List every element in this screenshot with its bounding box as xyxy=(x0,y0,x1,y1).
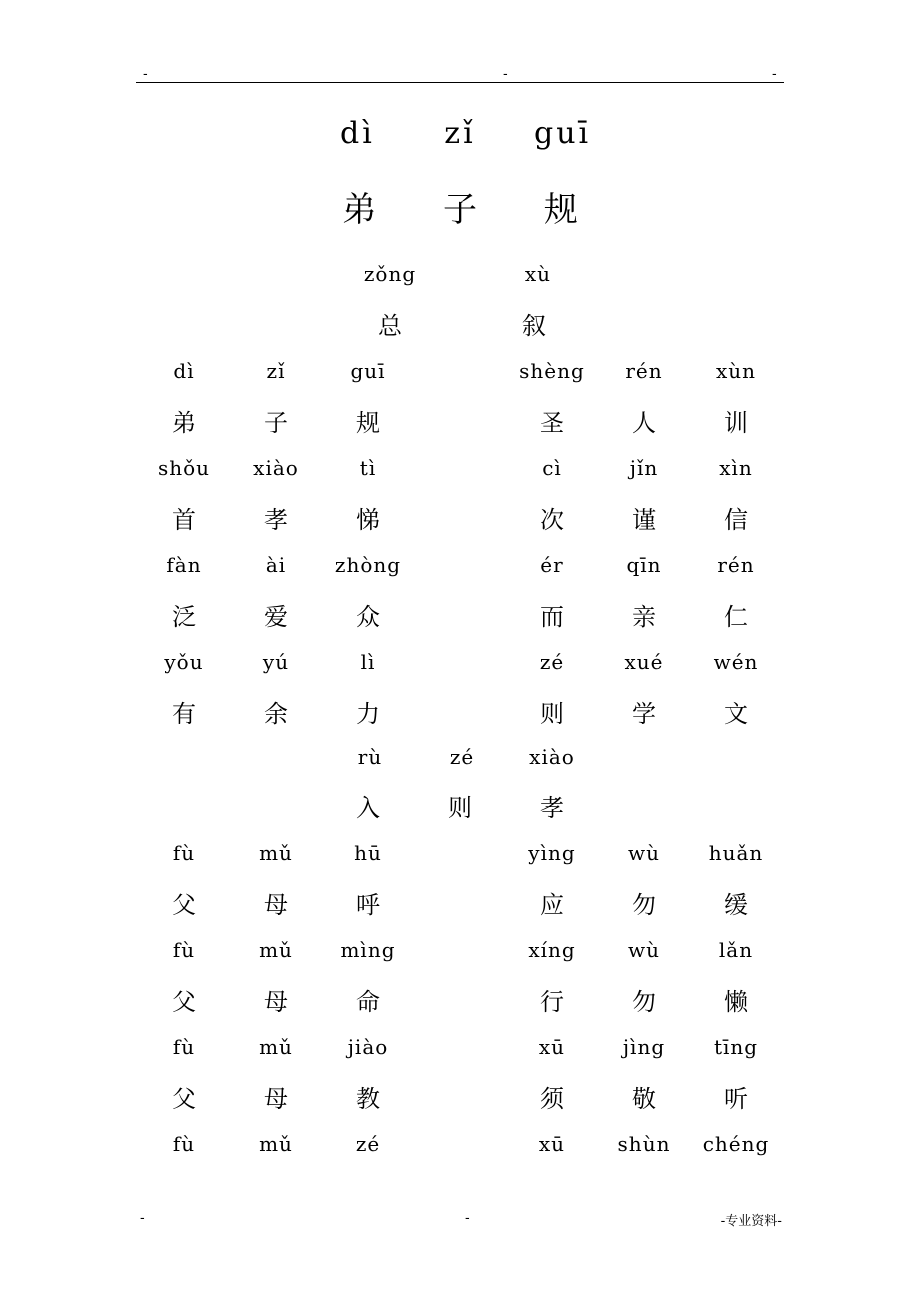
verse-character: 须 xyxy=(540,1085,564,1113)
verse-pinyin: yǒu xyxy=(164,650,204,674)
verse-character: 孝 xyxy=(264,506,288,534)
verse-pinyin: cì xyxy=(542,456,562,480)
verse-pinyin: rén xyxy=(625,359,663,383)
verse-character: 子 xyxy=(264,409,288,437)
verse-character: 勿 xyxy=(632,891,656,919)
verse-character: 训 xyxy=(724,409,748,437)
verse-pinyin: mǔ xyxy=(259,938,293,962)
verse-pinyin: shèng xyxy=(519,359,585,383)
verse-character: 教 xyxy=(356,1085,380,1113)
title-pinyin xyxy=(0,116,920,151)
verse-pinyin: fàn xyxy=(166,553,202,577)
header-rule xyxy=(136,82,784,83)
verse-pinyin: lì xyxy=(360,650,376,674)
verse-pinyin: rén xyxy=(717,553,755,577)
verse-pinyin: chéng xyxy=(702,1132,770,1156)
verse-pinyin: ài xyxy=(265,553,287,577)
verse-pinyin: jǐn xyxy=(629,456,659,480)
verse-character: 泛 xyxy=(172,603,196,631)
title-character: 子 xyxy=(443,190,477,230)
verse-pinyin: fù xyxy=(172,938,196,962)
verse-pinyin: mìng xyxy=(340,938,396,962)
verse-pinyin: zé xyxy=(355,1132,381,1156)
verse-pinyin: zhòng xyxy=(334,553,402,577)
title-pinyin-syllable: guī xyxy=(533,116,592,151)
title-pinyin-syllable: zǐ xyxy=(444,116,476,151)
verse-pinyin: xū xyxy=(538,1035,566,1059)
section-heading-character: 叙 xyxy=(522,312,546,340)
verse-character: 仁 xyxy=(724,603,748,631)
header-left-mark: - xyxy=(143,65,148,81)
verse-pinyin: zǐ xyxy=(266,359,286,383)
verse-character: 父 xyxy=(172,988,196,1016)
verse-character: 有 xyxy=(172,700,196,728)
section-heading-pinyin: xiào xyxy=(529,745,575,769)
verse-pinyin: mǔ xyxy=(259,841,293,865)
footer-left-mark: - xyxy=(140,1209,145,1225)
verse-character: 学 xyxy=(632,700,656,728)
verse-character: 次 xyxy=(540,506,564,534)
page-title xyxy=(0,182,920,231)
verse-character: 爱 xyxy=(264,603,288,631)
verse-pinyin: huǎn xyxy=(708,841,764,865)
verse-character: 力 xyxy=(356,700,380,728)
verse-pinyin: tīng xyxy=(713,1035,759,1059)
verse-character: 听 xyxy=(724,1085,748,1113)
verse-pinyin: ér xyxy=(540,553,564,577)
verse-pinyin: shùn xyxy=(617,1132,671,1156)
verse-pinyin: lǎn xyxy=(718,938,754,962)
section-heading-character: 则 xyxy=(448,794,472,822)
section-heading-pinyin: zǒng xyxy=(363,262,417,286)
verse-pinyin: wù xyxy=(628,841,660,865)
section-heading-pinyin: xù xyxy=(524,262,552,286)
verse-pinyin: zé xyxy=(539,650,565,674)
verse-pinyin: fù xyxy=(172,1132,196,1156)
verse-pinyin: guī xyxy=(350,359,386,383)
verse-pinyin: mǔ xyxy=(259,1132,293,1156)
verse-pinyin: xùn xyxy=(715,359,757,383)
verse-pinyin: xiào xyxy=(253,456,299,480)
verse-character: 众 xyxy=(356,603,380,631)
verse-pinyin: wù xyxy=(628,938,660,962)
verse-pinyin: tì xyxy=(359,456,377,480)
footer-label: -专业资料- xyxy=(720,1214,782,1229)
verse-character: 余 xyxy=(264,700,288,728)
verse-character: 而 xyxy=(540,603,564,631)
verse-pinyin: yìng xyxy=(528,841,576,865)
verse-character: 应 xyxy=(540,891,564,919)
footer-center-mark: - xyxy=(465,1209,470,1225)
title-character: 弟 xyxy=(342,190,377,230)
header-center-mark: - xyxy=(503,65,508,81)
verse-character: 悌 xyxy=(356,506,380,534)
verse-character: 懒 xyxy=(724,988,748,1016)
verse-pinyin: hū xyxy=(354,841,382,865)
verse-pinyin: jìng xyxy=(622,1035,666,1059)
verse-character: 呼 xyxy=(356,891,380,919)
verse-character: 母 xyxy=(264,988,288,1016)
verse-character: 父 xyxy=(172,891,196,919)
verse-character: 圣 xyxy=(540,409,564,437)
verse-character: 谨 xyxy=(632,506,656,534)
verse-character: 母 xyxy=(264,891,288,919)
verse-character: 母 xyxy=(264,1085,288,1113)
verse-character: 敬 xyxy=(632,1085,656,1113)
verse-character: 文 xyxy=(724,700,748,728)
verse-pinyin: xū xyxy=(538,1132,566,1156)
verse-character: 父 xyxy=(172,1085,196,1113)
verse-character: 弟 xyxy=(172,409,196,437)
verse-pinyin: wén xyxy=(713,650,759,674)
section-heading-character: 入 xyxy=(356,794,380,822)
verse-character: 行 xyxy=(540,988,564,1016)
verse-character: 命 xyxy=(356,988,380,1016)
verse-pinyin: qīn xyxy=(626,553,662,577)
verse-character: 亲 xyxy=(632,603,656,631)
verse-character: 人 xyxy=(632,409,656,437)
verse-pinyin: xíng xyxy=(528,938,576,962)
verse-pinyin: dì xyxy=(173,359,195,383)
verse-pinyin: mǔ xyxy=(259,1035,293,1059)
verse-pinyin: xìn xyxy=(719,456,753,480)
verse-character: 规 xyxy=(356,409,380,437)
verse-character: 首 xyxy=(172,506,196,534)
verse-character: 勿 xyxy=(632,988,656,1016)
verse-pinyin: fù xyxy=(172,841,196,865)
title-pinyin-syllable: dì xyxy=(340,116,375,151)
verse-pinyin: fù xyxy=(172,1035,196,1059)
section-heading-pinyin: zé xyxy=(449,745,475,769)
verse-pinyin: yú xyxy=(262,650,290,674)
section-heading-pinyin: rù xyxy=(357,745,383,769)
header-right-mark: - xyxy=(772,65,777,81)
verse-pinyin: jiào xyxy=(347,1035,389,1059)
verse-character: 信 xyxy=(724,506,748,534)
title-character: 规 xyxy=(543,190,578,230)
section-heading-character: 总 xyxy=(378,312,402,340)
verse-pinyin: xué xyxy=(624,650,664,674)
section-heading-character: 孝 xyxy=(540,794,564,822)
verse-character: 缓 xyxy=(724,891,748,919)
verse-pinyin: shǒu xyxy=(157,456,211,480)
verse-character: 则 xyxy=(540,700,564,728)
